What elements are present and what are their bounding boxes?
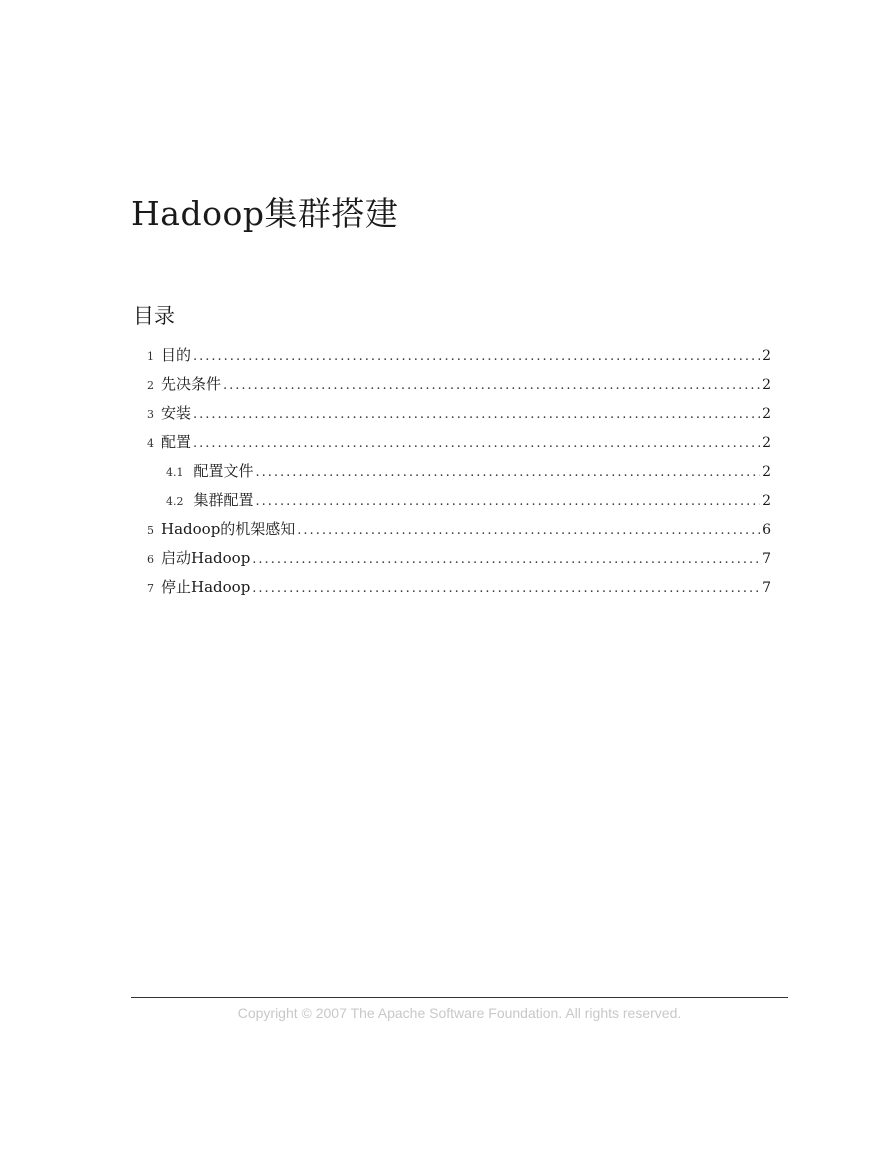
toc-dot-leader xyxy=(223,374,760,398)
toc-dot-leader xyxy=(193,403,760,427)
footer-copyright: Copyright © 2007 The Apache Software Foundation. All rights reserved. xyxy=(237,1005,682,1021)
toc-entry-number: 1 xyxy=(147,350,154,363)
toc-entry-configuration[interactable] xyxy=(147,430,771,459)
toc-entry-label: 配置 xyxy=(161,433,192,451)
toc-dot-leader xyxy=(252,548,760,572)
toc-entry-page: 6 xyxy=(762,522,771,538)
toc-entry-label: 停止Hadoop xyxy=(161,578,251,596)
document-title: Hadoop集群搭建 xyxy=(131,194,399,233)
toc-dot-leader xyxy=(297,519,760,543)
toc-dot-leader xyxy=(256,461,761,485)
toc-entry-page: 2 xyxy=(762,348,771,364)
toc-entry-start-hadoop[interactable] xyxy=(147,546,771,575)
toc-entry-number: 5 xyxy=(147,524,154,537)
toc-entry-number: 4.2 xyxy=(166,495,184,508)
toc-entry-number: 7 xyxy=(147,582,154,595)
toc-entry-purpose[interactable] xyxy=(147,343,771,372)
table-of-contents xyxy=(147,343,771,604)
toc-entry-page: 7 xyxy=(762,551,771,567)
footer-divider xyxy=(131,997,788,998)
toc-heading: 目录 xyxy=(133,304,175,328)
toc-entry-number: 2 xyxy=(147,379,154,392)
toc-dot-leader xyxy=(193,345,760,369)
toc-entry-label: 安装 xyxy=(161,404,192,422)
toc-entry-page: 2 xyxy=(762,406,771,422)
toc-entry-label: 先决条件 xyxy=(161,375,222,393)
toc-entry-number: 6 xyxy=(147,553,154,566)
toc-entry-prerequisites[interactable] xyxy=(147,372,771,401)
toc-entry-page: 2 xyxy=(762,493,771,509)
toc-dot-leader xyxy=(252,577,760,601)
toc-entry-label: 目的 xyxy=(161,346,192,364)
toc-entry-config-files[interactable] xyxy=(147,459,771,488)
toc-entry-label: 启动Hadoop xyxy=(161,549,251,567)
toc-entry-number: 3 xyxy=(147,408,154,421)
toc-entry-page: 2 xyxy=(762,435,771,451)
toc-entry-stop-hadoop[interactable] xyxy=(147,575,771,604)
toc-entry-number: 4 xyxy=(147,437,154,450)
toc-entry-page: 7 xyxy=(762,580,771,596)
toc-entry-page: 2 xyxy=(762,377,771,393)
toc-entry-installation[interactable] xyxy=(147,401,771,430)
toc-dot-leader xyxy=(193,432,760,456)
toc-entry-label: 配置文件 xyxy=(193,462,254,480)
toc-entry-rack-awareness[interactable] xyxy=(147,517,771,546)
toc-entry-number: 4.1 xyxy=(166,466,184,479)
toc-entry-page: 2 xyxy=(762,464,771,480)
toc-dot-leader xyxy=(256,490,761,514)
toc-entry-label: Hadoop的机架感知 xyxy=(161,520,296,538)
toc-entry-label: 集群配置 xyxy=(193,491,254,509)
toc-entry-cluster-config[interactable] xyxy=(147,488,771,517)
